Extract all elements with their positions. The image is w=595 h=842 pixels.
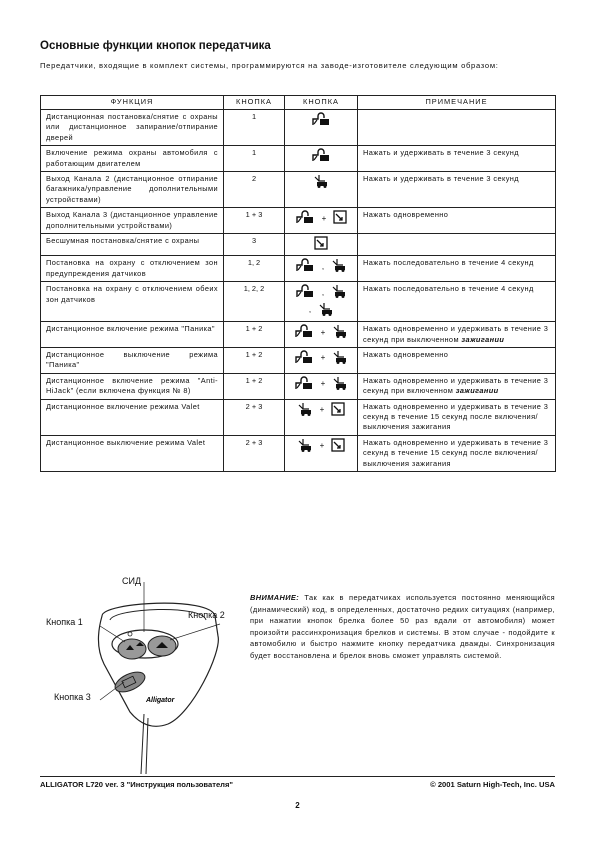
note-text: Нажать последовательно в течение 4 секунд	[363, 258, 534, 268]
note-cell	[358, 110, 556, 146]
trunk-button-icon	[318, 302, 334, 319]
button-icons-cell	[285, 282, 358, 322]
table-row	[41, 234, 556, 256]
header-function: ФУНКЦИЯ	[41, 96, 224, 110]
icon-separator: ,	[321, 287, 325, 297]
table-row	[41, 282, 556, 322]
note-cell	[358, 172, 556, 208]
button-cell: 1 + 2	[224, 347, 285, 373]
note-text: Нажать одновременно	[363, 210, 449, 220]
note-cell	[358, 399, 556, 435]
button-cell: 1 + 2	[224, 322, 285, 348]
table-row	[41, 322, 556, 348]
function-cell: Дистанционное включение режима Valet	[41, 399, 224, 435]
led-label: СИД	[122, 576, 142, 586]
icon-separator: ,	[321, 261, 325, 271]
trunk-button-icon	[331, 284, 347, 301]
function-cell: Включение режима охраны автомобиля с работающим двигателем	[41, 146, 224, 172]
button-cell: 2 + 3	[224, 399, 285, 435]
warning-note	[250, 592, 555, 661]
button-icons-cell	[285, 347, 358, 373]
function-cell: Дистанционное выключение режима Valet	[41, 435, 224, 471]
icon-separator: +	[320, 327, 326, 337]
note-cell	[358, 373, 556, 399]
lock-button-icon	[295, 284, 315, 301]
warning-label: ВНИМАНИЕ:	[250, 593, 300, 602]
note-text: Нажать одновременно и удерживать в течение 3 секунд при выключенном	[363, 324, 549, 344]
button-cell: 1, 2, 2	[224, 282, 285, 322]
button-icons-cell	[285, 110, 358, 146]
header-button: КНОПКА	[224, 96, 285, 110]
key-button-icon	[333, 210, 347, 227]
button-cell: 2 + 3	[224, 435, 285, 471]
trunk-button-icon	[313, 174, 329, 191]
table-row	[41, 347, 556, 373]
function-cell: Выход Канала 3 (дистанционное управление дополнительными устройствами)	[41, 208, 224, 234]
button3-label: Кнопка 3	[54, 692, 91, 702]
button2-label: Кнопка 2	[188, 610, 225, 620]
function-cell: Постановка на охрану с отключением зон предупреждения датчиков	[41, 256, 224, 282]
transmitter-diagram	[40, 574, 240, 774]
key-button-icon	[331, 402, 345, 419]
button-cell: 2	[224, 172, 285, 208]
button-cell: 1	[224, 110, 285, 146]
table-row	[41, 373, 556, 399]
page-number: 2	[295, 801, 300, 810]
note-cell	[358, 146, 556, 172]
icon-separator: +	[320, 379, 326, 389]
note-cell	[358, 435, 556, 471]
button-cell: 3	[224, 234, 285, 256]
functions-table	[40, 95, 556, 472]
lock-button-icon	[311, 112, 331, 129]
key-button-icon	[314, 236, 328, 253]
note-text: Нажать и удерживать в течение 3 секунд	[363, 174, 519, 184]
key-button-icon	[331, 438, 345, 455]
lock-button-icon	[311, 148, 331, 165]
lock-button-icon	[294, 376, 314, 393]
table-row	[41, 208, 556, 234]
brand-mark: Alligator	[146, 697, 175, 704]
header-button-icon: КНОПКА	[285, 96, 358, 110]
button-cell: 1, 2	[224, 256, 285, 282]
function-cell: Дистанционная постановка/снятие с охраны или дистанционное запирание/отпирание дверей	[41, 110, 224, 146]
note-cell	[358, 234, 556, 256]
function-cell: Бесшумная постановка/снятие с охраны	[41, 234, 224, 256]
trunk-button-icon	[332, 376, 348, 393]
button-cell: 1 + 3	[224, 208, 285, 234]
table-row	[41, 256, 556, 282]
lock-button-icon	[294, 350, 314, 367]
note-text: Нажать одновременно и удерживать в течение 3 секунд в течение 15 секунд после включения/выключения зажигания	[363, 437, 549, 468]
icon-separator: +	[319, 405, 325, 415]
icon-separator: +	[320, 353, 326, 363]
button-icons-cell	[285, 373, 358, 399]
note-cell	[358, 208, 556, 234]
table-header-row	[41, 96, 556, 110]
note-cell	[358, 282, 556, 322]
function-cell: Постановка на охрану с отключением обеих зон датчиков	[41, 282, 224, 322]
transmitter-drawing	[40, 574, 240, 774]
lock-button-icon	[295, 258, 315, 275]
button-icons-cell	[285, 256, 358, 282]
button-icons-cell	[285, 435, 358, 471]
note-text: Нажать и удерживать в течение 3 секунд	[363, 148, 519, 158]
button-icons-cell	[285, 234, 358, 256]
footer-copyright: © 2001 Saturn High-Tech, Inc. USA	[430, 780, 555, 789]
button-icons-cell	[285, 208, 358, 234]
icon-separator: ,	[308, 305, 312, 315]
note-cell	[358, 256, 556, 282]
table-row	[41, 172, 556, 208]
lock-button-icon	[295, 210, 315, 227]
page-title: Основные функции кнопок передатчика	[40, 40, 271, 52]
button-icons-cell	[285, 146, 358, 172]
note-text: Нажать одновременно и удерживать в течение 3 секунд в течение 15 секунд после включения/выключения зажигания	[363, 401, 549, 432]
table-row	[41, 435, 556, 471]
button-icons-cell	[285, 399, 358, 435]
note-cell	[358, 347, 556, 373]
note-text: Нажать одновременно	[363, 349, 449, 359]
icon-separator: +	[321, 213, 327, 223]
trunk-button-icon	[332, 350, 348, 367]
table-row	[41, 146, 556, 172]
footer-product: ALLIGATOR L720 ver. 3 "Инструкция пользователя"	[40, 780, 234, 789]
note-text: Нажать одновременно и удерживать в течение 3 секунд при включенном	[363, 375, 549, 396]
note-emphasis: зажигании	[461, 334, 505, 344]
note-text: Нажать последовательно в течение 4 секунд	[363, 284, 534, 294]
trunk-button-icon	[332, 324, 348, 341]
button-icons-cell	[285, 172, 358, 208]
function-cell: Выход Канала 2 (дистанционное отпирание багажника/управление дополнительными устройствами)	[41, 172, 224, 208]
table-row	[41, 399, 556, 435]
button1-label: Кнопка 1	[46, 617, 83, 627]
button-cell: 1	[224, 146, 285, 172]
table-row	[41, 110, 556, 146]
function-cell: Дистанционное включение режима "Паника"	[41, 322, 224, 348]
header-note: ПРИМЕЧАНИЕ	[358, 96, 556, 110]
trunk-button-icon	[297, 438, 313, 455]
icon-separator: +	[319, 441, 325, 451]
note-emphasis: зажигании	[455, 386, 499, 396]
button-cell: 1 + 2	[224, 373, 285, 399]
trunk-button-icon	[331, 258, 347, 275]
footer-rule	[40, 776, 555, 777]
note-cell	[358, 322, 556, 348]
button-icons-cell	[285, 322, 358, 348]
warning-text: Так как в передатчиках используется постоянно меняющийся (динамический) код, в определенных, достаточно редких ситуациях (например, при нажатии кнопок брелка более 50 раз вдали от автомобиля) может произойти рассинхронизация брелков и системы. В этом случае - подойдите к автомобилю и быстро нажмите кнопку передатчика дважды. Синхронизация будет восстановлена и брелок вновь сможет управлять системой.	[250, 593, 555, 660]
function-cell: Дистанционное включение режима "Anti-HiJack" (если включена функция № 8)	[41, 373, 224, 399]
lock-button-icon	[294, 324, 314, 341]
intro-text: Передатчики, входящие в комплект системы, программируются на заводе-изготовителе следующим образом:	[40, 61, 499, 70]
trunk-button-icon	[297, 402, 313, 419]
function-cell: Дистанционное выключение режима "Паника"	[41, 347, 224, 373]
